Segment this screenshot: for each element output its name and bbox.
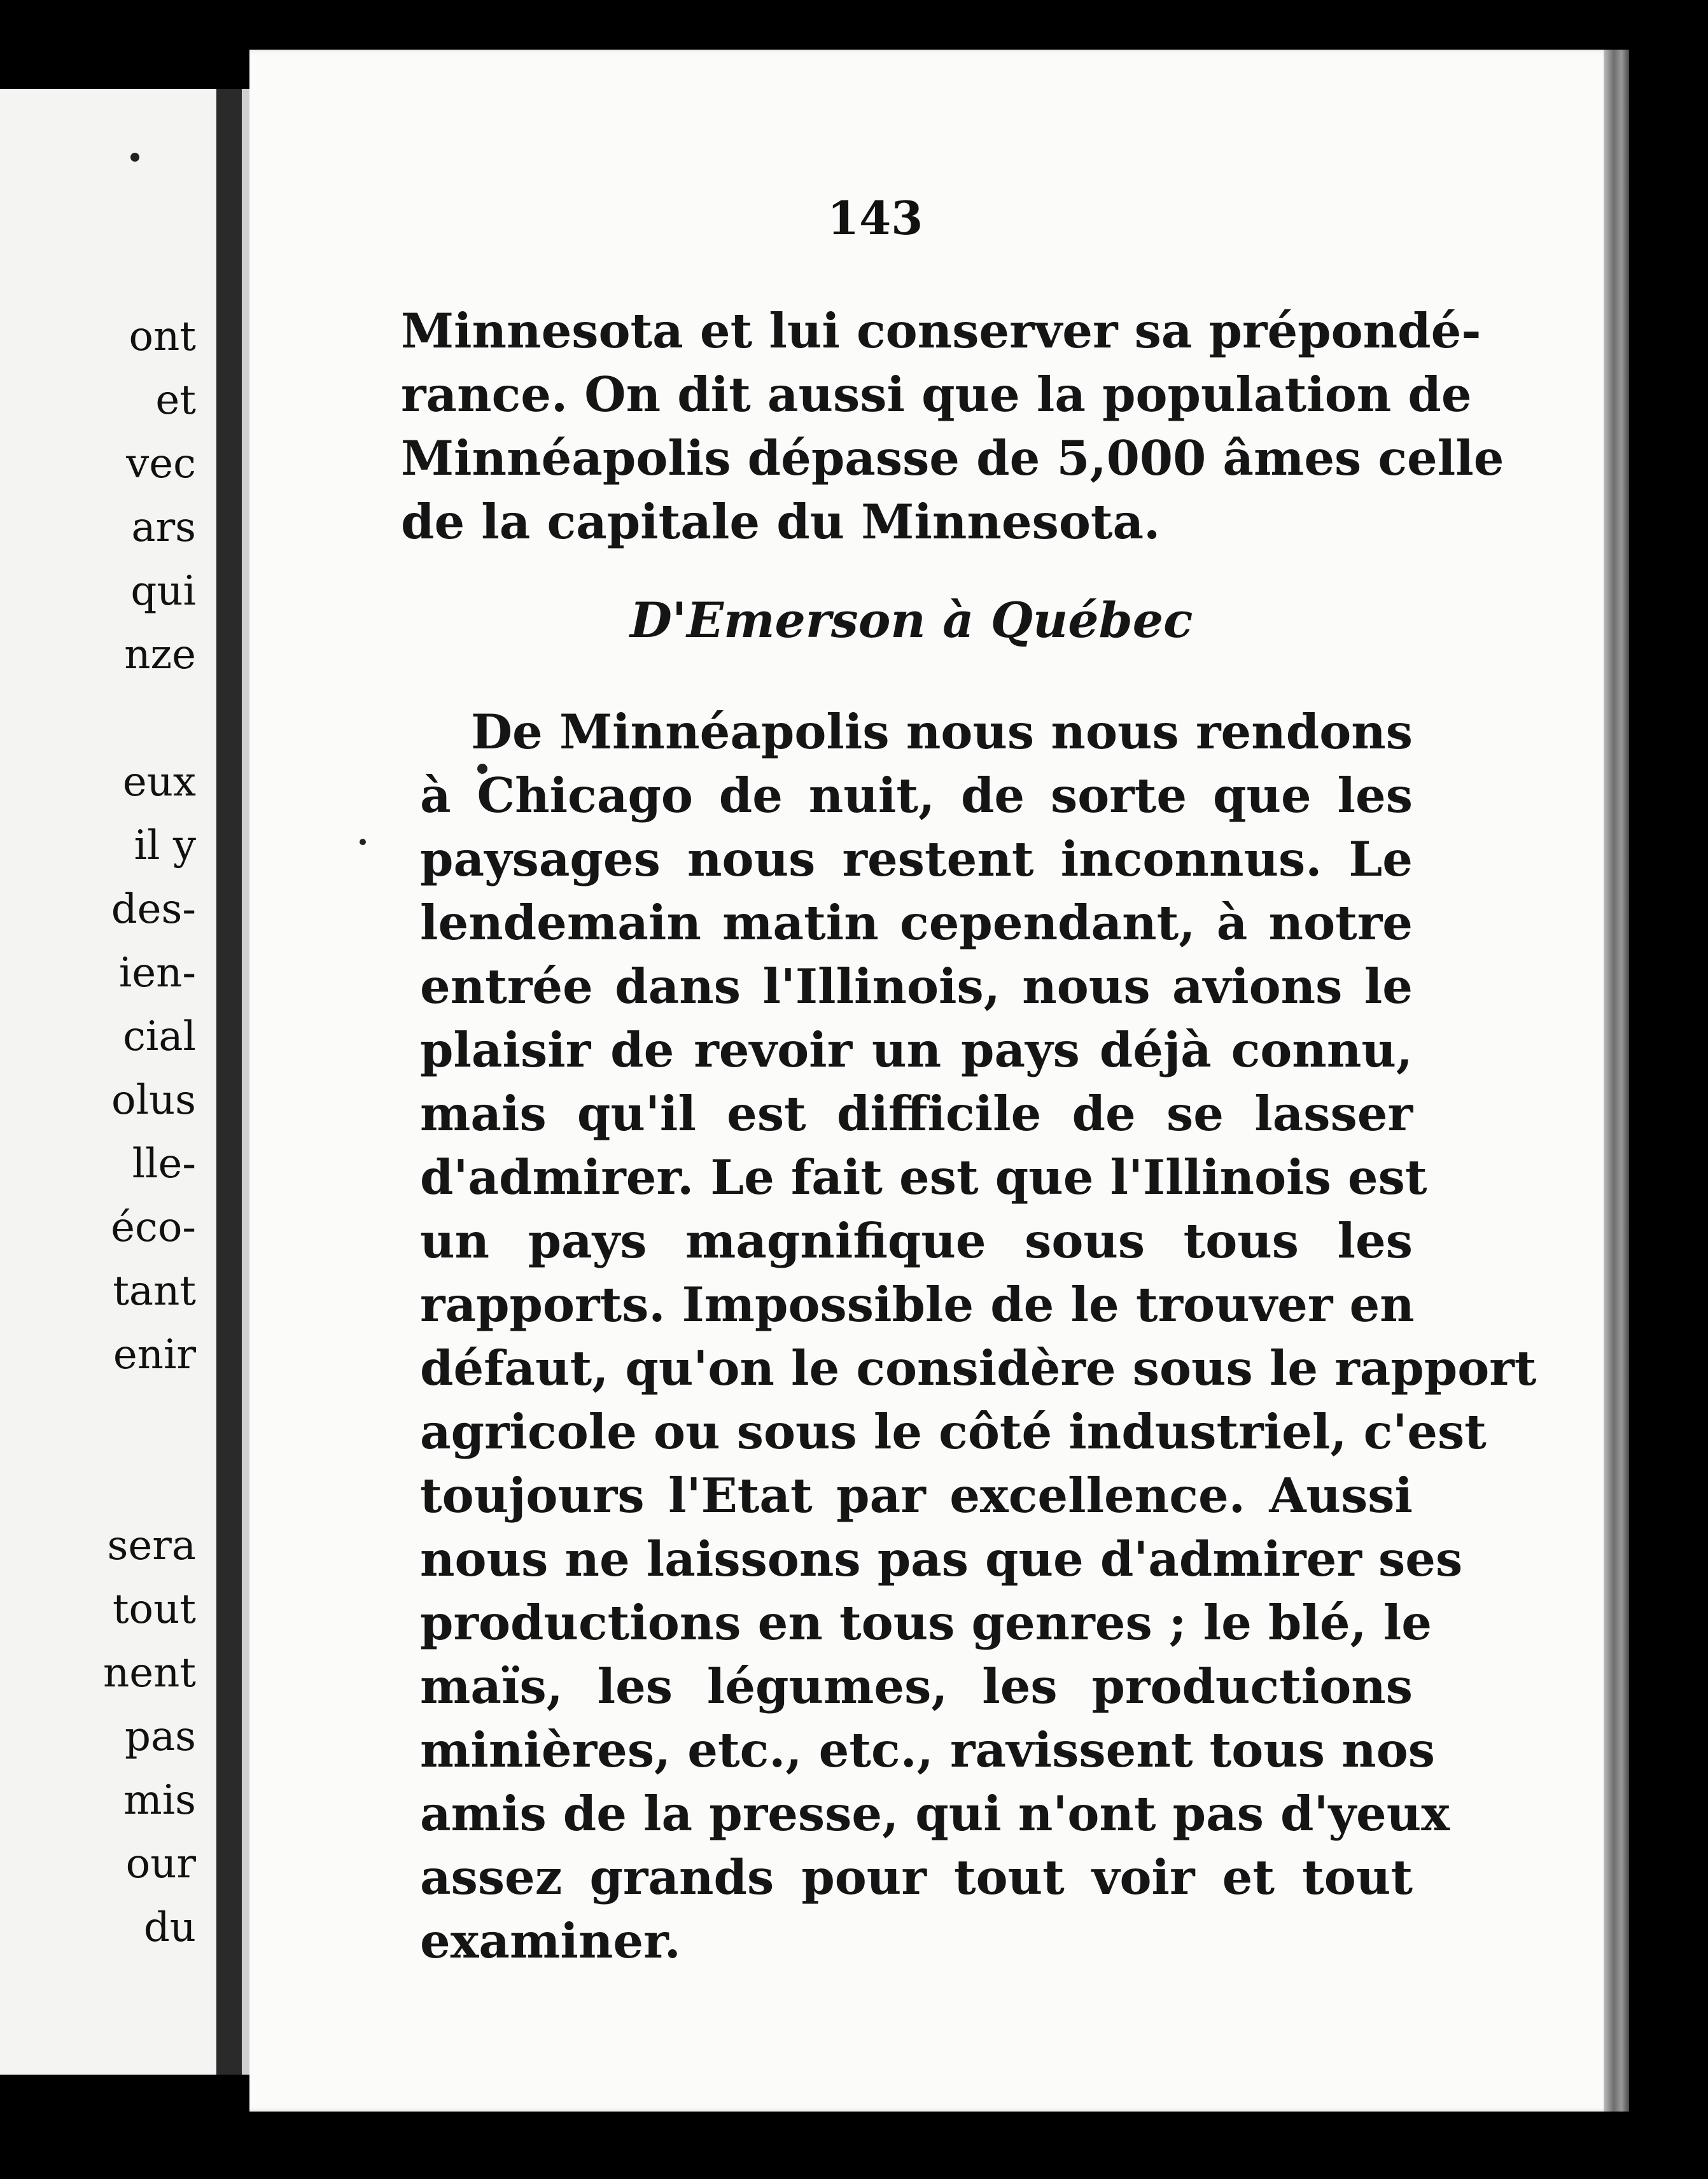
- section-heading: D'Emerson à Québec: [630, 592, 1193, 648]
- text-line: de la capitale du Minnesota.: [401, 494, 1161, 550]
- text-line: mais qu'il est difficile de se lasser: [420, 1086, 1413, 1142]
- text-line: défaut, qu'on le considère sous le rapport: [420, 1340, 1537, 1396]
- text-line: lendemain matin cependant, à notre: [420, 895, 1413, 951]
- text-line: minières, etc., etc., ravissent tous nos: [420, 1722, 1435, 1778]
- left-page-line: et: [155, 377, 196, 424]
- text-line: plaisir de revoir un pays déjà connu,: [420, 1022, 1413, 1078]
- left-page-line: des-: [111, 886, 196, 933]
- text-line: d'admirer. Le fait est que l'Illinois est: [420, 1149, 1427, 1205]
- text-line: toujours l'Etat par excellence. Aussi: [420, 1468, 1413, 1524]
- left-page-line: tant: [113, 1268, 196, 1315]
- left-page-line: ont: [129, 313, 196, 360]
- book-gutter: [216, 89, 242, 2075]
- left-page-line: our: [125, 1840, 196, 1888]
- left-page-fragment: [0, 89, 216, 2075]
- left-page-line: mis: [123, 1777, 196, 1824]
- left-page-line: sera: [107, 1522, 196, 1569]
- text-line: entrée dans l'Illinois, nous avions le: [420, 958, 1413, 1014]
- text-line: productions en tous genres ; le blé, le: [420, 1595, 1432, 1651]
- text-line: examiner.: [420, 1913, 681, 1969]
- text-line: nous ne laissons pas que d'admirer ses: [420, 1531, 1463, 1587]
- text-line: rapports. Impossible de le trouver en: [420, 1277, 1415, 1333]
- text-line: à Chicago de nuit, de sorte que les: [420, 767, 1413, 823]
- scan-speck: [130, 153, 139, 162]
- page-edge: [1604, 50, 1629, 2112]
- text-line: paysages nous restent inconnus. Le: [420, 831, 1413, 887]
- left-page-line: vec: [126, 440, 196, 487]
- left-page-line: qui: [130, 568, 196, 615]
- text-line: amis de la presse, qui n'ont pas d'yeux: [420, 1786, 1450, 1842]
- gutter-highlight: [242, 89, 249, 2075]
- text-line: rance. On dit aussi que la population de: [401, 367, 1472, 423]
- text-line: De Minnéapolis nous nous rendons: [471, 704, 1413, 760]
- paragraph-main: [420, 700, 1537, 1973]
- left-page-line: enir: [113, 1331, 196, 1378]
- left-page-line: cial: [123, 1013, 196, 1060]
- text-line: assez grands pour tout voir et tout: [420, 1849, 1413, 1905]
- left-page-line: il y: [134, 822, 196, 869]
- left-page-line: du: [143, 1904, 196, 1951]
- text-line: agricole ou sous le côté industriel, c'est: [420, 1404, 1487, 1460]
- left-page-line: ien-: [118, 949, 196, 997]
- paragraph-continuation: [401, 299, 1504, 554]
- left-page-line: nent: [102, 1650, 196, 1697]
- left-page-line: tout: [112, 1586, 196, 1633]
- left-page-line: pas: [125, 1713, 196, 1760]
- left-page-line: nze: [124, 631, 196, 678]
- left-page-line: eux: [122, 759, 196, 806]
- text-line: Minnesota et lui conserver sa prépondé-: [401, 303, 1481, 359]
- scan-speck: [360, 839, 366, 845]
- text-line: un pays magnifique sous tous les: [420, 1213, 1413, 1269]
- page-number: 143: [827, 191, 923, 245]
- left-page-line: olus: [111, 1077, 196, 1124]
- text-line: maïs, les légumes, les productions: [420, 1658, 1413, 1714]
- left-page-line: ars: [131, 504, 196, 551]
- text-line: Minnéapolis dépasse de 5,000 âmes celle: [401, 430, 1504, 486]
- left-page-line: éco-: [111, 1204, 196, 1251]
- left-page-line: lle-: [132, 1140, 196, 1188]
